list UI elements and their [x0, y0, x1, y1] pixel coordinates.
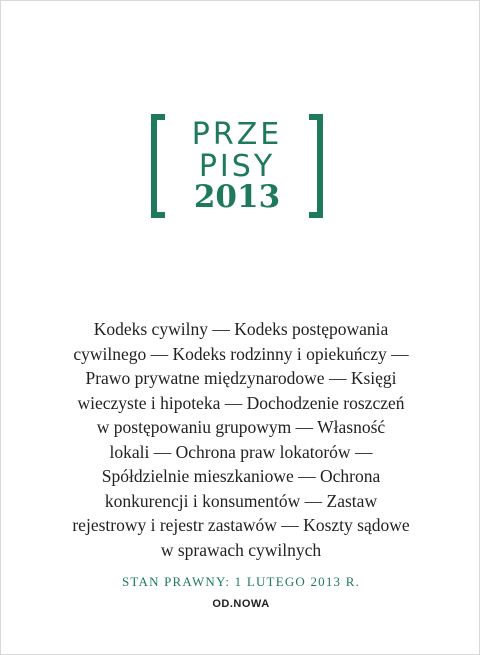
contents-line: Spółdzielnie mieszkaniowe — Ochrona — [101, 466, 381, 486]
contents-list — [41, 317, 441, 562]
left-bracket — [151, 114, 165, 218]
contents-line: Prawo prywatne międzynarodowe — Księgi — [85, 368, 397, 388]
contents-line: cywilnego — Kodeks rodzinny i opiekuńczy — — [73, 343, 409, 364]
legal-status: STAN PRAWNY: 1 LUTEGO 2013 R. — [121, 574, 361, 589]
contents-line: w postępowaniu grupowym — Własność — [96, 417, 386, 437]
contents-line: wieczyste i hipoteka — Dochodzenie roszczeń — [77, 392, 405, 413]
publisher-name: OD.NOWA — [212, 598, 270, 610]
logo-line-1: PRZE — [191, 117, 283, 152]
logo-line-2: PISY — [198, 149, 276, 184]
contents-line: w sprawach cywilnych — [160, 539, 322, 560]
logo-year: 2013 — [193, 179, 281, 215]
contents-line: Kodeks cywilny — Kodeks postępowania — [93, 319, 389, 339]
contents-line: lokali — Ochrona praw lokatorów — — [109, 441, 373, 462]
contents-line: konkurencji i konsumentów — Zastaw — [104, 490, 378, 511]
przepisy-logo — [151, 114, 323, 218]
contents-line: rejestrowy i rejestr zastawów — Koszty sądowe — [72, 515, 410, 535]
right-bracket — [309, 114, 323, 218]
